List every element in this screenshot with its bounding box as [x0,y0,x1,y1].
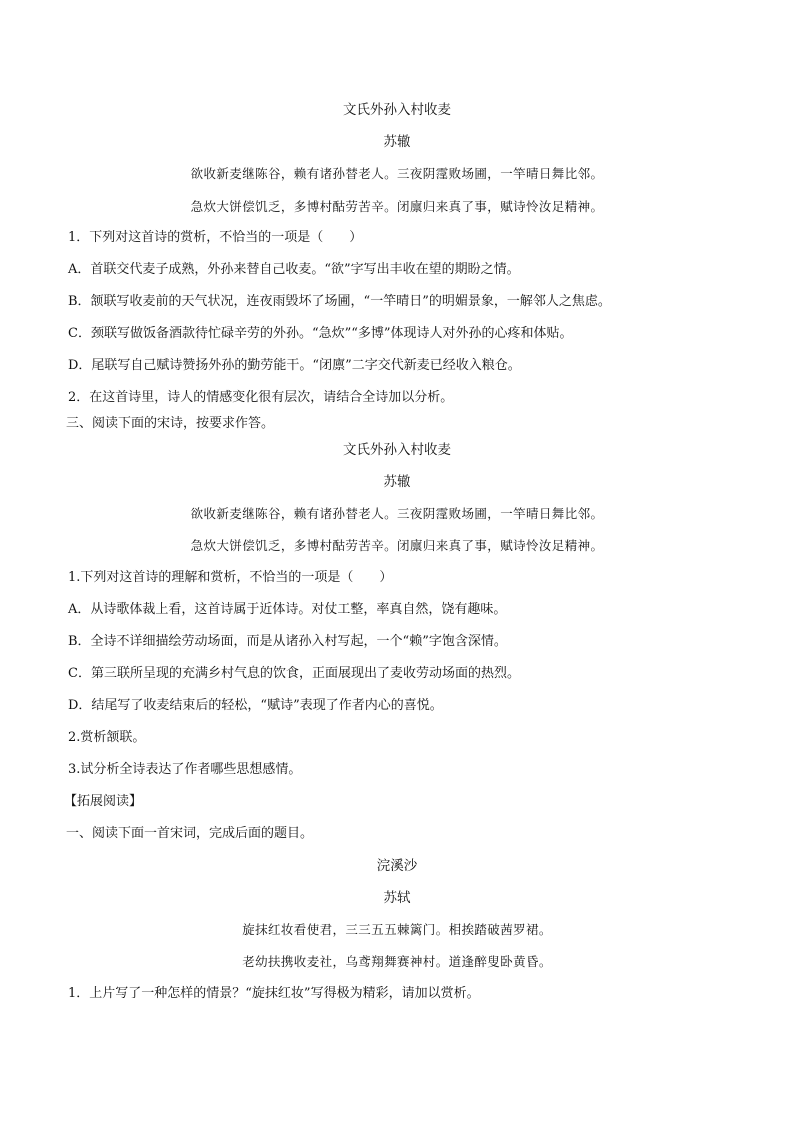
poem1-title: 文氏外孙入村收麦 [343,102,451,118]
set2-option-b: B．全诗不详细描绘劳动场面，而是从诸孙入村写起，一个“赖”字饱含深情。 [68,634,507,649]
set2-question-1: 1.下列对这首诗的理解和赏析，不恰当的一项是（ ） [68,570,393,585]
set1-option-a: A．首联交代麦子成熟，外孙来替自己收麦。“欲”字写出丰收在望的期盼之情。 [68,262,520,277]
set3-question-1: 1．上片写了一种怎样的情景？“旋抹红妆”写得极为精彩，请加以赏析。 [68,986,480,1001]
set2-question-3: 3.试分析全诗表达了作者哪些思想感情。 [68,762,302,777]
set2-option-d: D．结尾写了收麦结束后的轻松，“赋诗”表现了作者内心的喜悦。 [68,698,443,713]
set2-option-a: A．从诗歌体裁上看，这首诗属于近体诗。对仗工整，率真自然，饶有趣味。 [68,602,507,617]
poem1-author: 苏辙 [383,134,411,150]
poem3-line-2: 老幼扶携收麦社，乌鸢翔舞赛神村。道逢醉叟卧黄昏。 [242,954,552,969]
extended-reading-heading: 【拓展阅读】 [64,794,143,809]
set1-question-1: 1．下列对这首诗的赏析，不恰当的一项是（ ） [68,230,363,245]
poem2-title: 文氏外孙入村收麦 [343,442,451,458]
poem2-author: 苏辙 [383,474,411,490]
poem3-title: 浣溪沙 [376,858,418,874]
poem1-line-2: 急炊大饼偿饥乏，多博村酤劳苦辛。闭廪归来真了事，赋诗怜汝足精神。 [190,199,604,214]
poem2-line-1: 欲收新麦继陈谷，赖有诸孙替老人。三夜阴霪败场圃，一竿晴日舞比邻。 [190,506,604,521]
set2-question-2: 2.赏析颔联。 [68,730,146,745]
set1-question-2: 2．在这首诗里，诗人的情感变化很有层次，请结合全诗加以分析。 [68,390,454,405]
poem2-line-2: 急炊大饼偿饥乏，多博村酤劳苦辛。闭廪归来真了事，赋诗怜汝足精神。 [190,538,604,553]
extended-reading-instruction: 一、阅读下面一首宋词，完成后面的题目。 [66,826,314,841]
poem1-line-1: 欲收新麦继陈谷，赖有诸孙替老人。三夜阴霪败场圃，一竿晴日舞比邻。 [190,166,604,181]
set1-option-d: D．尾联写自己赋诗赞扬外孙的勤劳能干。“闭廪”二字交代新麦已经收入粮仓。 [68,358,521,373]
set1-option-c: C．颈联写做饭备酒款待忙碌辛劳的外孙。“急炊”“多博”体现诗人对外孙的心疼和体贴。 [68,326,573,341]
poem3-line-1: 旋抹红妆看使君，三三五五棘篱门。相挨踏破茜罗裙。 [242,922,552,937]
poem3-author: 苏轼 [383,890,411,906]
section-3-heading: 三、阅读下面的宋诗，按要求作答。 [66,416,275,431]
set2-option-c: C．第三联所呈现的充满乡村气息的饮食，正面展现出了麦收劳动场面的热烈。 [68,666,520,681]
set1-option-b: B．颔联写收麦前的天气状况，连夜雨毁坏了场圃，“一竿晴日”的明媚景象，一解邻人之焦虑。 [68,294,611,309]
